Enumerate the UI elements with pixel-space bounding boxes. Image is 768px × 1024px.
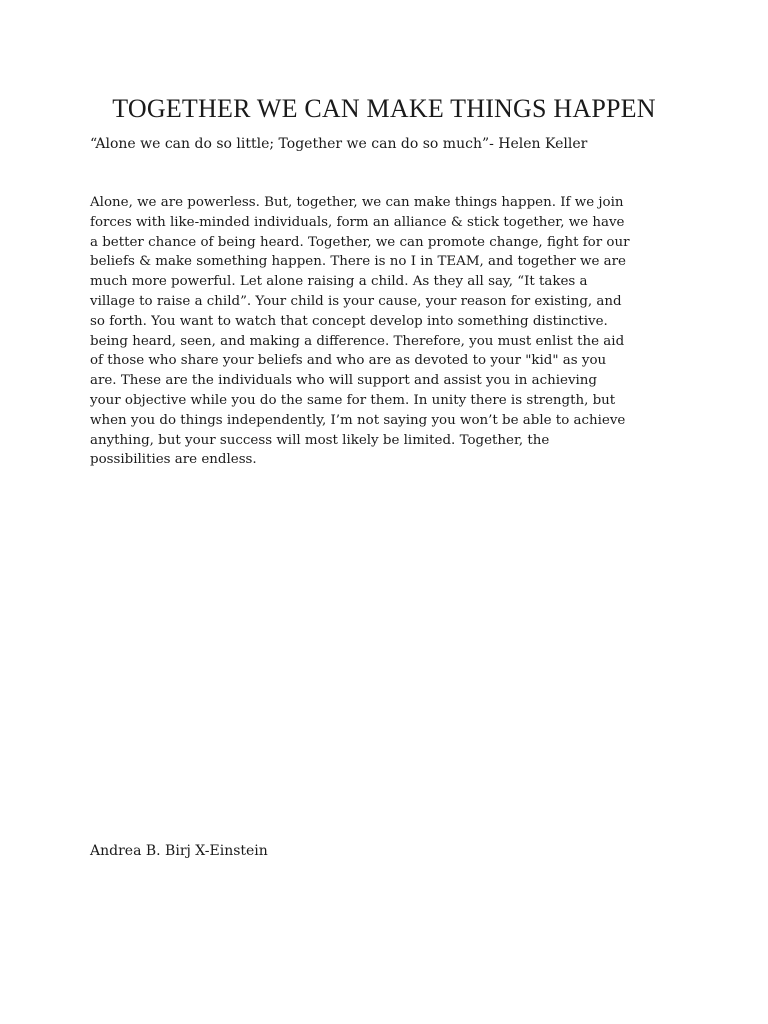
body-line: forces with like-minded individuals, form an alliance & stick together, we have — [90, 214, 625, 230]
body-line: a better chance of being heard. Together, we can promote change, fight for our — [90, 234, 630, 250]
body-line: so forth. You want to watch that concept develop into something distinctive. — [90, 313, 608, 329]
body-line: are. These are the individuals who will support and assist you in achieving — [90, 373, 598, 389]
author-signature: Andrea B. Birj X-Einstein — [90, 843, 268, 859]
body-line: your objective while you do the same for them. In unity there is strength, but — [90, 392, 616, 408]
body-line: anything, but your success will most likely be limited. Together, the — [90, 432, 550, 448]
document-title: TOGETHER WE CAN MAKE THINGS HAPPEN — [112, 94, 656, 123]
body-line: when you do things independently, I’m not saying you won’t be able to achieve — [90, 412, 626, 428]
body-line: beliefs & make something happen. There is no I in TEAM, and together we are — [90, 254, 626, 270]
body-line: possibilities are endless. — [90, 452, 257, 468]
body-paragraph — [90, 193, 680, 470]
body-line: of those who share your beliefs and who are as devoted to your "kid" as you — [90, 353, 607, 369]
body-line: being heard, seen, and making a difference. Therefore, you must enlist the aid — [90, 333, 625, 349]
body-line: village to raise a child”. Your child is your cause, your reason for existing, and — [90, 293, 622, 309]
body-line: much more powerful. Let alone raising a child. As they all say, “It takes a — [90, 274, 588, 290]
epigraph-quote: “Alone we can do so little; Together we can do so much”- Helen Keller — [90, 136, 588, 152]
body-line: Alone, we are powerless. But, together, we can make things happen. If we join — [90, 195, 624, 210]
